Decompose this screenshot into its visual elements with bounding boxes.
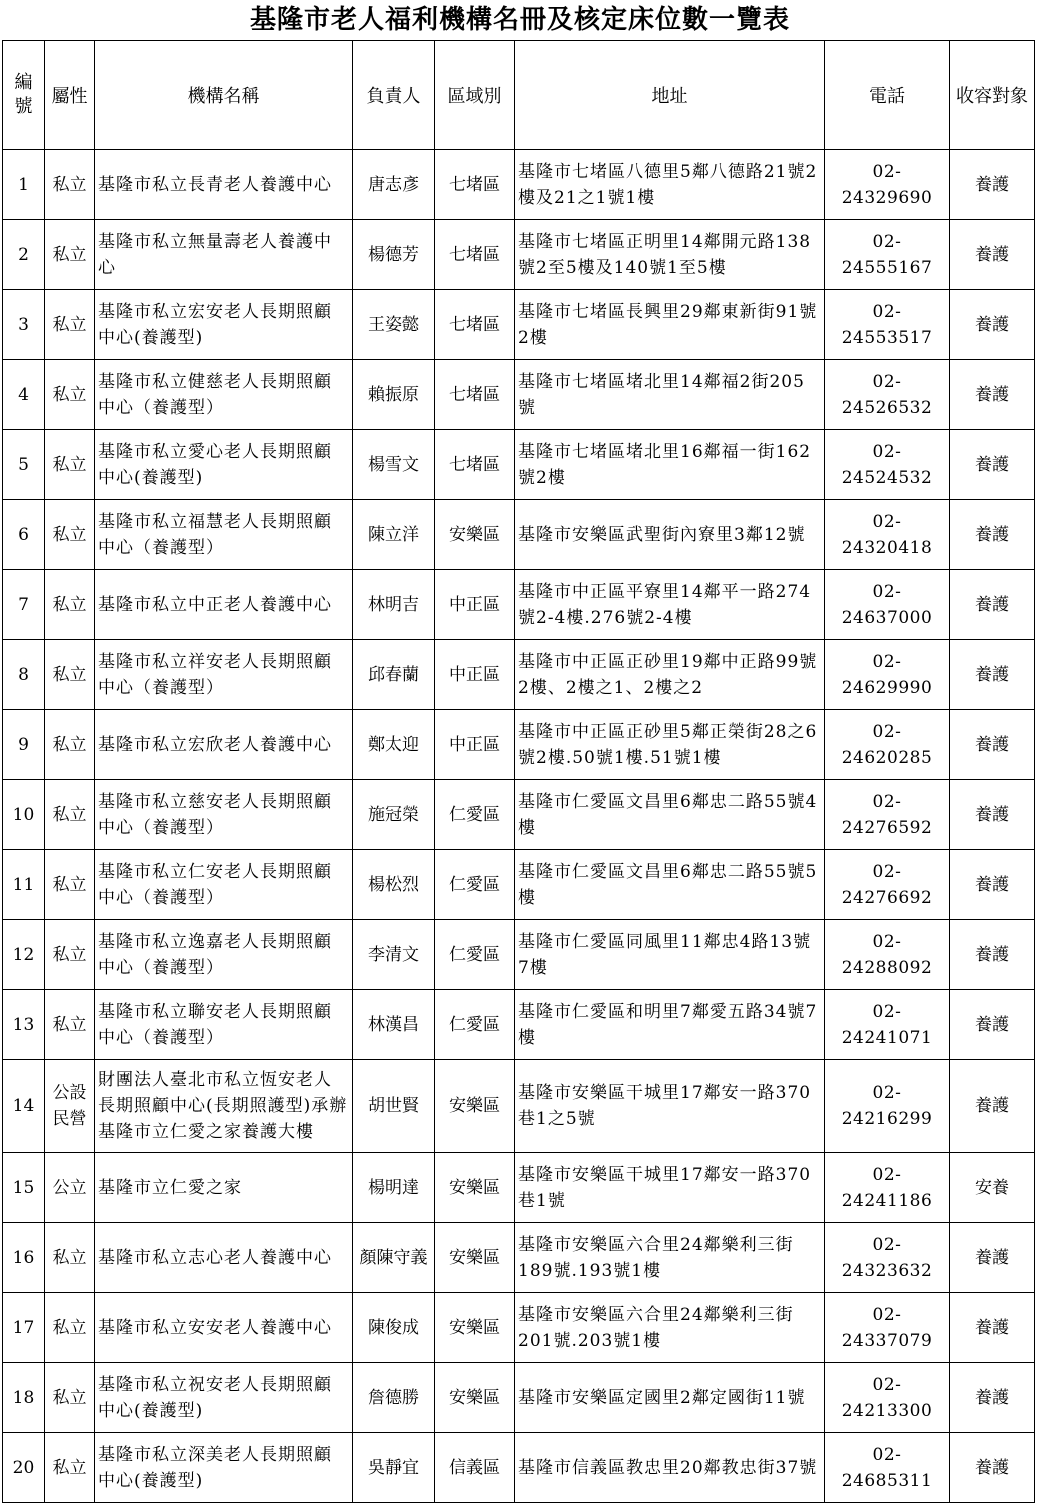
cell-number: 6 — [3, 500, 45, 570]
cell-head: 楊雪文 — [353, 430, 435, 500]
cell-address: 基隆市仁愛區文昌里6鄰忠二路55號5樓 — [515, 850, 825, 920]
table-row — [3, 360, 1035, 430]
cell-phone: 02-24276592 — [825, 780, 950, 850]
cell-target: 養護 — [950, 150, 1035, 220]
cell-phone: 02-24526532 — [825, 360, 950, 430]
table-row — [3, 570, 1035, 640]
cell-number: 3 — [3, 290, 45, 360]
cell-district: 安樂區 — [435, 1153, 515, 1223]
cell-number: 20 — [3, 1433, 45, 1503]
cell-number: 2 — [3, 220, 45, 290]
cell-number: 12 — [3, 920, 45, 990]
cell-phone: 02-24329690 — [825, 150, 950, 220]
cell-number: 18 — [3, 1363, 45, 1433]
cell-head: 楊明達 — [353, 1153, 435, 1223]
cell-district: 信義區 — [435, 1433, 515, 1503]
cell-phone: 02-24276692 — [825, 850, 950, 920]
cell-head: 詹德勝 — [353, 1363, 435, 1433]
cell-phone: 02-24320418 — [825, 500, 950, 570]
cell-type: 私立 — [45, 850, 95, 920]
cell-district: 中正區 — [435, 570, 515, 640]
cell-type: 公立 — [45, 1153, 95, 1223]
table-row — [3, 220, 1035, 290]
cell-name: 基隆市私立長青老人養護中心 — [95, 150, 353, 220]
cell-name: 基隆市私立安安老人養護中心 — [95, 1293, 353, 1363]
col-header-name: 機構名稱 — [95, 41, 353, 150]
cell-district: 中正區 — [435, 710, 515, 780]
cell-head: 楊德芳 — [353, 220, 435, 290]
cell-address: 基隆市中正區正砂里5鄰正榮街28之6號2樓.50號1樓.51號1樓 — [515, 710, 825, 780]
cell-target: 養護 — [950, 220, 1035, 290]
table-header-row — [3, 41, 1035, 150]
cell-type: 私立 — [45, 150, 95, 220]
cell-name: 基隆市私立宏安老人長期照顧中心(養護型) — [95, 290, 353, 360]
cell-name: 基隆市私立中正老人養護中心 — [95, 570, 353, 640]
table-row — [3, 1363, 1035, 1433]
table-row — [3, 1223, 1035, 1293]
cell-number: 4 — [3, 360, 45, 430]
cell-target: 安養 — [950, 1153, 1035, 1223]
col-header-number: 編號 — [3, 41, 45, 150]
cell-type: 私立 — [45, 990, 95, 1060]
cell-head: 陳俊成 — [353, 1293, 435, 1363]
cell-name: 基隆市私立祝安老人長期照顧中心(養護型) — [95, 1363, 353, 1433]
table-row — [3, 290, 1035, 360]
cell-head: 楊松烈 — [353, 850, 435, 920]
cell-address: 基隆市安樂區武聖街內寮里3鄰12號 — [515, 500, 825, 570]
cell-phone: 02-24629990 — [825, 640, 950, 710]
cell-target: 養護 — [950, 990, 1035, 1060]
cell-target: 養護 — [950, 710, 1035, 780]
cell-district: 中正區 — [435, 640, 515, 710]
cell-head: 林漢昌 — [353, 990, 435, 1060]
table-row — [3, 1060, 1035, 1153]
cell-number: 8 — [3, 640, 45, 710]
cell-number: 13 — [3, 990, 45, 1060]
cell-name: 財團法人臺北市私立恆安老人長期照顧中心(長期照護型)承辦基隆市立仁愛之家養護大樓 — [95, 1060, 353, 1153]
cell-name: 基隆市私立慈安老人長期照顧中心（養護型） — [95, 780, 353, 850]
cell-district: 安樂區 — [435, 500, 515, 570]
cell-head: 陳立洋 — [353, 500, 435, 570]
cell-type: 公設民營 — [45, 1060, 95, 1153]
cell-address: 基隆市安樂區六合里24鄰樂利三街189號.193號1樓 — [515, 1223, 825, 1293]
cell-district: 仁愛區 — [435, 780, 515, 850]
cell-address: 基隆市七堵區堵北里16鄰福一街162號2樓 — [515, 430, 825, 500]
table-row — [3, 150, 1035, 220]
cell-phone: 02-24323632 — [825, 1223, 950, 1293]
cell-phone: 02-24216299 — [825, 1060, 950, 1153]
table-row — [3, 920, 1035, 990]
table-row — [3, 990, 1035, 1060]
cell-district: 七堵區 — [435, 290, 515, 360]
cell-district: 七堵區 — [435, 150, 515, 220]
cell-district: 安樂區 — [435, 1363, 515, 1433]
cell-type: 私立 — [45, 640, 95, 710]
cell-type: 私立 — [45, 290, 95, 360]
cell-address: 基隆市中正區正砂里19鄰中正路99號2樓、2樓之1、2樓之2 — [515, 640, 825, 710]
col-header-target: 收容對象 — [950, 41, 1035, 150]
page-title: 基隆市老人福利機構名冊及核定床位數一覽表 — [249, 5, 790, 35]
cell-target: 養護 — [950, 1293, 1035, 1363]
cell-number: 11 — [3, 850, 45, 920]
cell-name: 基隆市立仁愛之家 — [95, 1153, 353, 1223]
cell-phone: 02-24241071 — [825, 990, 950, 1060]
cell-number: 5 — [3, 430, 45, 500]
cell-phone: 02-24685311 — [825, 1433, 950, 1503]
cell-name: 基隆市私立祥安老人長期照顧中心（養護型） — [95, 640, 353, 710]
cell-target: 養護 — [950, 640, 1035, 710]
cell-address: 基隆市七堵區正明里14鄰開元路138號2至5樓及140號1至5樓 — [515, 220, 825, 290]
cell-head: 賴振原 — [353, 360, 435, 430]
cell-number: 14 — [3, 1060, 45, 1153]
cell-district: 仁愛區 — [435, 850, 515, 920]
cell-number: 16 — [3, 1223, 45, 1293]
cell-head: 施冠榮 — [353, 780, 435, 850]
table-row — [3, 710, 1035, 780]
cell-address: 基隆市仁愛區同風里11鄰忠4路13號7樓 — [515, 920, 825, 990]
cell-phone: 02-24337079 — [825, 1293, 950, 1363]
cell-address: 基隆市仁愛區和明里7鄰愛五路34號7樓 — [515, 990, 825, 1060]
cell-type: 私立 — [45, 500, 95, 570]
cell-head: 吳靜宜 — [353, 1433, 435, 1503]
cell-district: 七堵區 — [435, 430, 515, 500]
table-row — [3, 640, 1035, 710]
cell-phone: 02-24620285 — [825, 710, 950, 780]
cell-target: 養護 — [950, 920, 1035, 990]
cell-head: 胡世賢 — [353, 1060, 435, 1153]
cell-head: 邱春蘭 — [353, 640, 435, 710]
cell-district: 仁愛區 — [435, 990, 515, 1060]
institution-table — [2, 40, 1035, 1503]
cell-address: 基隆市信義區教忠里20鄰教忠街37號 — [515, 1433, 825, 1503]
cell-type: 私立 — [45, 1433, 95, 1503]
cell-type: 私立 — [45, 1223, 95, 1293]
cell-address: 基隆市七堵區長興里29鄰東新街91號2樓 — [515, 290, 825, 360]
cell-name: 基隆市私立聯安老人長期照顧中心（養護型） — [95, 990, 353, 1060]
cell-target: 養護 — [950, 780, 1035, 850]
cell-number: 7 — [3, 570, 45, 640]
col-header-district: 區域別 — [435, 41, 515, 150]
cell-phone: 02-24555167 — [825, 220, 950, 290]
cell-number: 9 — [3, 710, 45, 780]
col-header-type: 屬性 — [45, 41, 95, 150]
cell-type: 私立 — [45, 570, 95, 640]
table-body — [3, 150, 1035, 1503]
cell-head: 鄭太迎 — [353, 710, 435, 780]
cell-district: 七堵區 — [435, 220, 515, 290]
col-header-address: 地址 — [515, 41, 825, 150]
cell-phone: 02-24213300 — [825, 1363, 950, 1433]
cell-head: 顏陳守義 — [353, 1223, 435, 1293]
table-row — [3, 850, 1035, 920]
cell-type: 私立 — [45, 710, 95, 780]
cell-name: 基隆市私立宏欣老人養護中心 — [95, 710, 353, 780]
cell-name: 基隆市私立深美老人長期照顧中心(養護型) — [95, 1433, 353, 1503]
cell-target: 養護 — [950, 1060, 1035, 1153]
cell-type: 私立 — [45, 430, 95, 500]
cell-address: 基隆市安樂區干城里17鄰安一路370巷1號 — [515, 1153, 825, 1223]
cell-phone: 02-24288092 — [825, 920, 950, 990]
cell-name: 基隆市私立健慈老人長期照顧中心（養護型） — [95, 360, 353, 430]
cell-name: 基隆市私立愛心老人長期照顧中心(養護型) — [95, 430, 353, 500]
cell-address: 基隆市中正區平寮里14鄰平一路274號2-4樓.276號2-4樓 — [515, 570, 825, 640]
cell-address: 基隆市七堵區八德里5鄰八德路21號2樓及21之1號1樓 — [515, 150, 825, 220]
cell-number: 1 — [3, 150, 45, 220]
cell-district: 七堵區 — [435, 360, 515, 430]
cell-target: 養護 — [950, 1363, 1035, 1433]
cell-head: 王姿懿 — [353, 290, 435, 360]
cell-address: 基隆市安樂區六合里24鄰樂利三街201號.203號1樓 — [515, 1293, 825, 1363]
cell-target: 養護 — [950, 850, 1035, 920]
cell-name: 基隆市私立逸嘉老人長期照顧中心（養護型） — [95, 920, 353, 990]
cell-address: 基隆市仁愛區文昌里6鄰忠二路55號4樓 — [515, 780, 825, 850]
cell-address: 基隆市安樂區干城里17鄰安一路370巷1之5號 — [515, 1060, 825, 1153]
cell-target: 養護 — [950, 290, 1035, 360]
table-row — [3, 1293, 1035, 1363]
cell-district: 仁愛區 — [435, 920, 515, 990]
cell-type: 私立 — [45, 220, 95, 290]
cell-number: 17 — [3, 1293, 45, 1363]
cell-target: 養護 — [950, 570, 1035, 640]
cell-head: 林明吉 — [353, 570, 435, 640]
cell-name: 基隆市私立福慧老人長期照顧中心（養護型） — [95, 500, 353, 570]
cell-type: 私立 — [45, 360, 95, 430]
table-row — [3, 1433, 1035, 1503]
cell-district: 安樂區 — [435, 1223, 515, 1293]
cell-phone: 02-24553517 — [825, 290, 950, 360]
cell-head: 唐志彥 — [353, 150, 435, 220]
table-row — [3, 1153, 1035, 1223]
cell-number: 15 — [3, 1153, 45, 1223]
cell-target: 養護 — [950, 500, 1035, 570]
cell-name: 基隆市私立仁安老人長期照顧中心（養護型） — [95, 850, 353, 920]
cell-number: 10 — [3, 780, 45, 850]
cell-phone: 02-24524532 — [825, 430, 950, 500]
cell-phone: 02-24637000 — [825, 570, 950, 640]
cell-target: 養護 — [950, 1223, 1035, 1293]
cell-target: 養護 — [950, 360, 1035, 430]
cell-type: 私立 — [45, 920, 95, 990]
cell-name: 基隆市私立無量壽老人養護中心 — [95, 220, 353, 290]
cell-name: 基隆市私立志心老人養護中心 — [95, 1223, 353, 1293]
cell-district: 安樂區 — [435, 1293, 515, 1363]
table-row — [3, 780, 1035, 850]
cell-type: 私立 — [45, 1363, 95, 1433]
table-row — [3, 430, 1035, 500]
cell-target: 養護 — [950, 1433, 1035, 1503]
cell-district: 安樂區 — [435, 1060, 515, 1153]
cell-address: 基隆市七堵區堵北里14鄰福2街205號 — [515, 360, 825, 430]
table-row — [3, 500, 1035, 570]
cell-target: 養護 — [950, 430, 1035, 500]
cell-head: 李清文 — [353, 920, 435, 990]
col-header-phone: 電話 — [825, 41, 950, 150]
col-header-head: 負責人 — [353, 41, 435, 150]
cell-type: 私立 — [45, 780, 95, 850]
cell-type: 私立 — [45, 1293, 95, 1363]
cell-phone: 02-24241186 — [825, 1153, 950, 1223]
cell-address: 基隆市安樂區定國里2鄰定國街11號 — [515, 1363, 825, 1433]
